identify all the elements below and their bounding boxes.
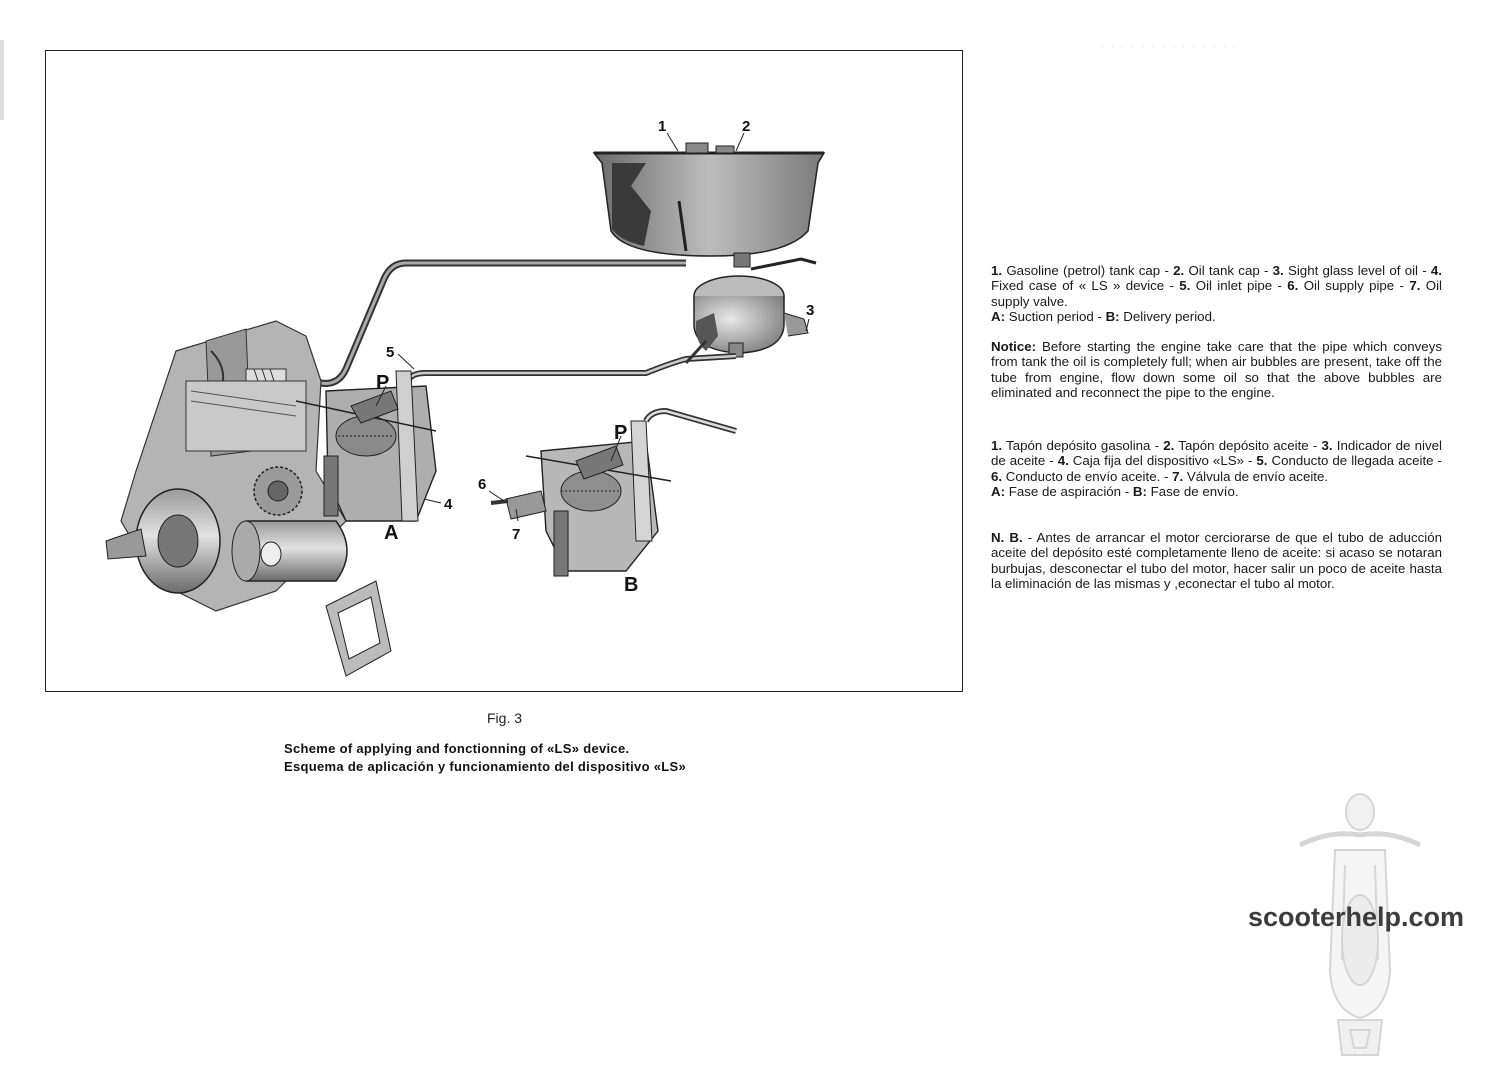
legend-en-item-7: Oil supply valve. xyxy=(991,278,1442,309)
letter-b: B xyxy=(624,574,639,596)
legend-es-num-3: 3. xyxy=(1321,438,1333,453)
callout-7: 7 xyxy=(512,526,521,543)
legend-en-num-a: A: xyxy=(991,309,1006,325)
legend-es-item-3: Indicador de nivel de aceite - xyxy=(991,438,1442,469)
legend-en-item-4: Fixed case of « LS » device - xyxy=(991,278,1180,294)
callout-6: 6 xyxy=(478,476,487,493)
legend-es-num-2: 2. xyxy=(1163,438,1175,453)
legend-es-num-7: 7. xyxy=(1172,468,1184,484)
figure-frame xyxy=(45,50,963,692)
caption-english: Scheme of applying and fonctionning of «LS» device. xyxy=(284,741,630,756)
legend-en-num-1: 1. xyxy=(991,263,1003,278)
legend-en-item-3: Sight glass level of oil - xyxy=(1283,263,1431,278)
watermark: scooterhelp.com xyxy=(1248,902,1465,932)
legend-en-num-3: 3. xyxy=(1272,263,1284,278)
fuel-tank xyxy=(594,143,824,267)
legend-en-num-5: 5. xyxy=(1179,278,1191,294)
letter-p-b: P xyxy=(614,422,628,444)
callout-2: 2 xyxy=(742,118,751,135)
nb-spanish xyxy=(991,530,1442,592)
legend-es-num-6: 6. xyxy=(991,468,1003,484)
legend-en-item-1: Gasoline (petrol) tank cap - xyxy=(1002,263,1174,278)
nb-text: - Antes de arrancar el motor cerciorarse de que el tubo de aducción aceite del depósito esté completamente lleno de aceite: si acaso se notaran burbujas, desconectar el tubo del motor, hacer salir un poco de aceite hasta la eliminación de las mismas y ,econectar el tubo al motor. xyxy=(991,530,1442,592)
legend-es-num-b: B: xyxy=(1132,484,1147,500)
figure-caption xyxy=(284,740,686,776)
legend-es-num-4: 4. xyxy=(1057,453,1069,469)
legend-en-num-b: B: xyxy=(1105,309,1120,325)
legend-es-item-b: Fase de envío. xyxy=(1146,484,1239,500)
oil-tank xyxy=(694,259,816,357)
legend-en-num-2: 2. xyxy=(1173,263,1185,278)
legend-es-item-4: Caja fija del dispositivo «LS» - xyxy=(1068,453,1257,469)
legend-es-item-5: Conducto de llegada aceite - xyxy=(1267,453,1442,469)
notice-text: Before starting the engine take care that the pipe which conveys from tank the oil is completely full; when air bubbles are present, take off the tube from engine, flow down some oil so that the above bubbles are eliminated and reconnect the pipe to the engine. xyxy=(991,339,1442,401)
legend-es-num-a: A: xyxy=(991,484,1006,500)
callout-1: 1 xyxy=(658,118,667,135)
nb-label: N. B. xyxy=(991,530,1023,545)
legend-es-num-1: 1. xyxy=(991,438,1003,453)
ls-device-diagram xyxy=(46,51,964,693)
legend-en-item-2: Oil tank cap - xyxy=(1184,263,1273,278)
faint-bleed-through-text: · · · · · · · · · · · · · · xyxy=(1100,40,1238,55)
legend-es-item-1: Tapón depósito gasolina - xyxy=(1002,438,1164,453)
legend-en-item-a: Suction period - xyxy=(1005,309,1106,325)
callout-5: 5 xyxy=(386,344,395,361)
legend-en-num-4: 4. xyxy=(1430,263,1442,278)
legend-es-item-a: Fase de aspiración - xyxy=(1005,484,1133,500)
legend-english xyxy=(991,263,1442,325)
page-edge-shadow xyxy=(0,40,4,120)
legend-es-item-7: Válvula de envío aceite. xyxy=(1183,468,1329,484)
legend-es-num-5: 5. xyxy=(1256,453,1268,469)
legend-en-item-6: Oil supply pipe - xyxy=(1298,278,1410,294)
legend-es-item-6: Conducto de envío aceite. - xyxy=(1002,468,1173,484)
callout-3: 3 xyxy=(806,302,815,319)
legend-en-num-6: 6. xyxy=(1287,278,1299,294)
letter-a: A xyxy=(384,522,399,544)
notice-label: Notice: xyxy=(991,339,1037,354)
legend-spanish xyxy=(991,438,1442,500)
caption-spanish: Esquema de aplicación y funcionamiento del dispositivo «LS» xyxy=(284,759,687,774)
legend-en-item-b: Delivery period. xyxy=(1119,309,1216,325)
legend-en-item-5: Oil inlet pipe - xyxy=(1190,278,1288,294)
letter-p-a: P xyxy=(376,372,390,394)
notice-english xyxy=(991,339,1442,401)
callout-4: 4 xyxy=(444,496,453,513)
legend-en-num-7: 7. xyxy=(1409,278,1421,294)
legend-es-item-2: Tapón depósito aceite - xyxy=(1174,438,1322,453)
figure-number: Fig. 3 xyxy=(487,710,523,726)
